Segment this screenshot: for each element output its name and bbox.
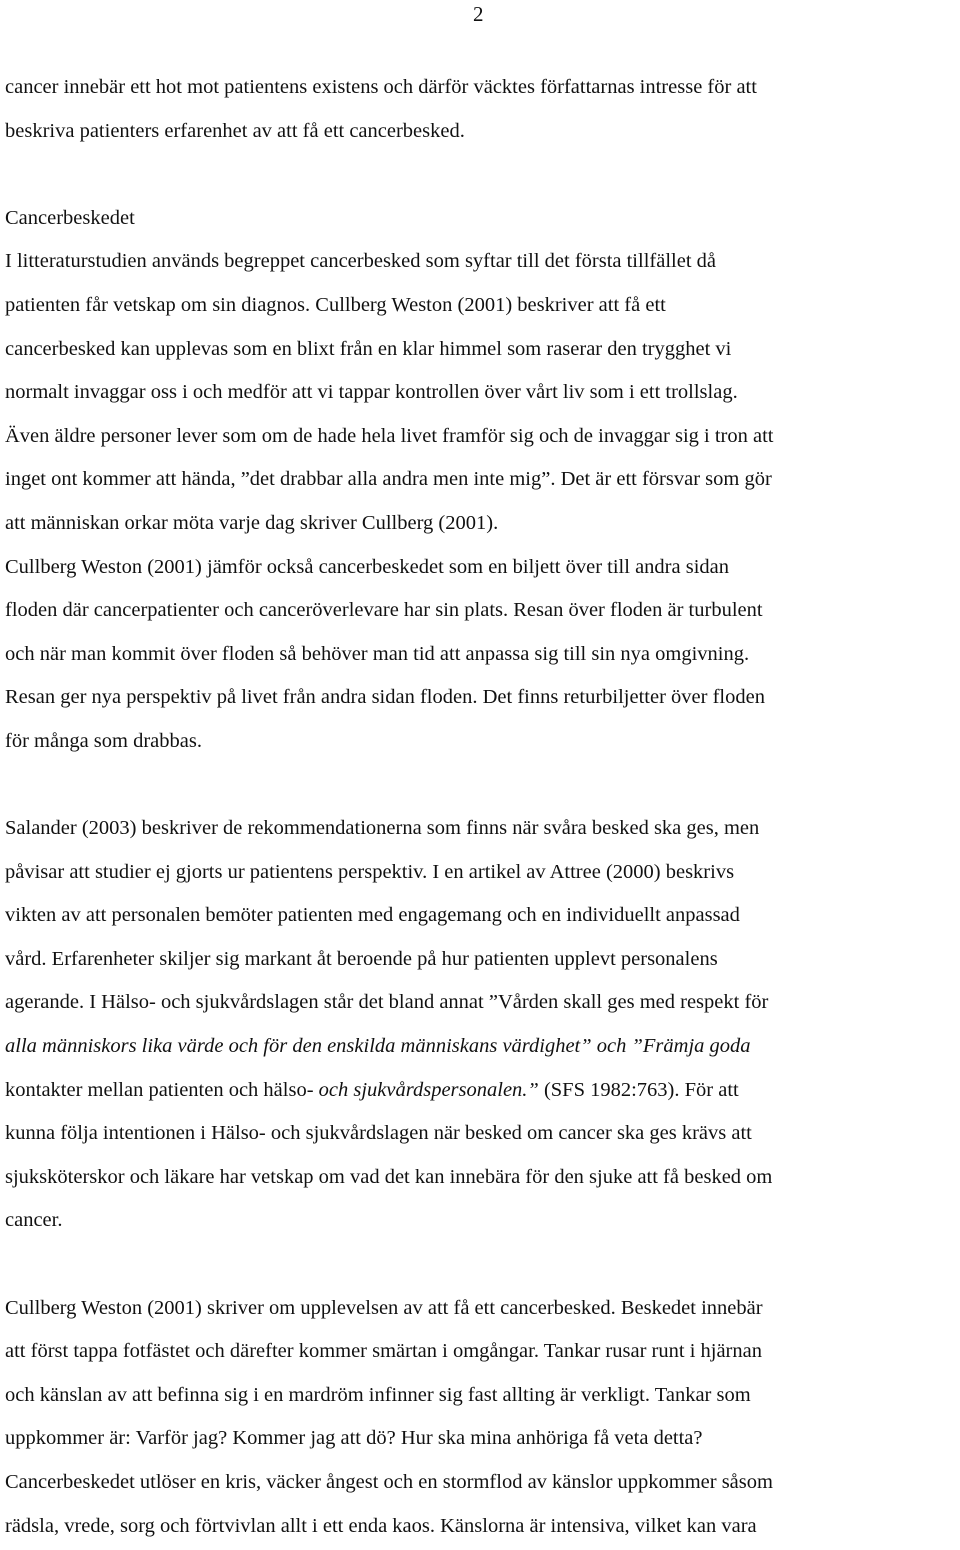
- citation: (SFS 1982:763). För att: [538, 1078, 739, 1101]
- paragraph-gap: [5, 764, 960, 808]
- text-line: agerande. I Hälso- och sjukvårdslagen står det bland annat ”Vården skall ges med respekt för: [5, 991, 769, 1014]
- paragraph-gap: [5, 1243, 960, 1287]
- text-line: patienten får vetskap om sin diagnos. Cullberg Weston (2001) beskriver att få ett: [5, 293, 666, 316]
- text-line: Cullberg Weston (2001) jämför också cancerbeskedet som en biljett över till andra sidan: [5, 555, 729, 578]
- text-line: uppkommer är: Varför jag? Kommer jag att dö? Hur ska mina anhöriga få veta detta?: [5, 1427, 703, 1450]
- paragraph-cancerbeskedet: [5, 240, 960, 763]
- text-line: och känslan av att befinna sig i en mardröm infinner sig fast allting är verkligt. Tankar som: [5, 1383, 751, 1406]
- text-line: cancerbesked kan upplevas som en blixt från en klar himmel som raserar den trygghet vi: [5, 337, 732, 360]
- text-line: Cullberg Weston (2001) skriver om upplevelsen av att få ett cancerbesked. Beskedet innebär: [5, 1296, 763, 1319]
- text-line: vård. Erfarenheter skiljer sig markant åt beroende på hur patienten upplevt personalens: [5, 947, 718, 970]
- text-line: cancer innebär ett hot mot patientens existens och därför väcktes författarnas intresse för att: [5, 76, 757, 98]
- text-line-mixed: [5, 1069, 960, 1113]
- text-line: sjuksköterskor och läkare har vetskap om vad det kan innebära för den sjuke att få besked om: [5, 1165, 773, 1188]
- text-line: rädsla, vrede, sorg och förtvivlan allt i ett enda kaos. Känslorna är intensiva, vilket kan vara: [5, 1514, 757, 1537]
- text-line: påvisar att studier ej gjorts ur patientens perspektiv. I en artikel av Attree (2000) beskrivs: [5, 860, 735, 883]
- text-line: Även äldre personer lever som om de hade hela livet framför sig och de invaggar sig i tron att: [5, 424, 774, 447]
- text-line: floden där cancerpatienter och canceröverlevare har sin plats. Resan över floden är turbulent: [5, 599, 763, 622]
- text-line: att människan orkar möta varje dag skriver Cullberg (2001).: [5, 511, 499, 534]
- paragraph-gap: [5, 153, 960, 197]
- page-number: 2: [473, 2, 484, 26]
- text-line: kunna följa intentionen i Hälso- och sjukvårdslagen när besked om cancer ska ges krävs att: [5, 1122, 752, 1145]
- intro-paragraph: [5, 66, 960, 153]
- text-line: Cancerbeskedet utlöser en kris, väcker ångest och en stormflod av känslor uppkommer såsom: [5, 1471, 773, 1493]
- law-quote: och sjukvårdspersonalen.”: [318, 1078, 539, 1101]
- law-quote: alla människors lika värde och för den enskilda människans värdighet” och ”Främja goda: [5, 1035, 751, 1058]
- text-run: kontakter mellan patienten och hälso-: [5, 1078, 319, 1101]
- text-line: Resan ger nya perspektiv på livet från andra sidan floden. Det finns returbiljetter över floden: [5, 686, 765, 709]
- section-heading: Cancerbeskedet: [5, 206, 135, 229]
- text-line: cancer.: [5, 1209, 63, 1232]
- text-line: för många som drabbas.: [5, 729, 202, 752]
- text-line: Salander (2003) beskriver de rekommendationerna som finns när svåra besked ska ges, men: [5, 817, 760, 840]
- text-line: vikten av att personalen bemöter patienten med engagemang och en individuellt anpassad: [5, 904, 740, 927]
- document-body: [5, 66, 960, 1548]
- text-line: beskriva patienters erfarenhet av att få ett cancerbesked.: [5, 119, 465, 142]
- text-line: att först tappa fotfästet och därefter kommer smärtan i omgångar. Tankar rusar runt i hjärnan: [5, 1340, 762, 1363]
- paragraph-salander: [5, 807, 960, 1243]
- text-line: inget ont kommer att hända, ”det drabbar alla andra men inte mig”. Det är ett försvar som gör: [5, 468, 772, 491]
- paragraph-upplevelsen: [5, 1287, 960, 1549]
- text-line: normalt invaggar oss i och medför att vi tappar kontrollen över vårt liv som i ett trollslag.: [5, 381, 738, 404]
- text-line-italic: [5, 1025, 960, 1069]
- text-line: och när man kommit över floden så behöver man tid att anpassa sig till sin nya omgivning.: [5, 642, 750, 665]
- text-line: I litteraturstudien används begreppet cancerbesked som syftar till det första tillfället då: [5, 250, 716, 273]
